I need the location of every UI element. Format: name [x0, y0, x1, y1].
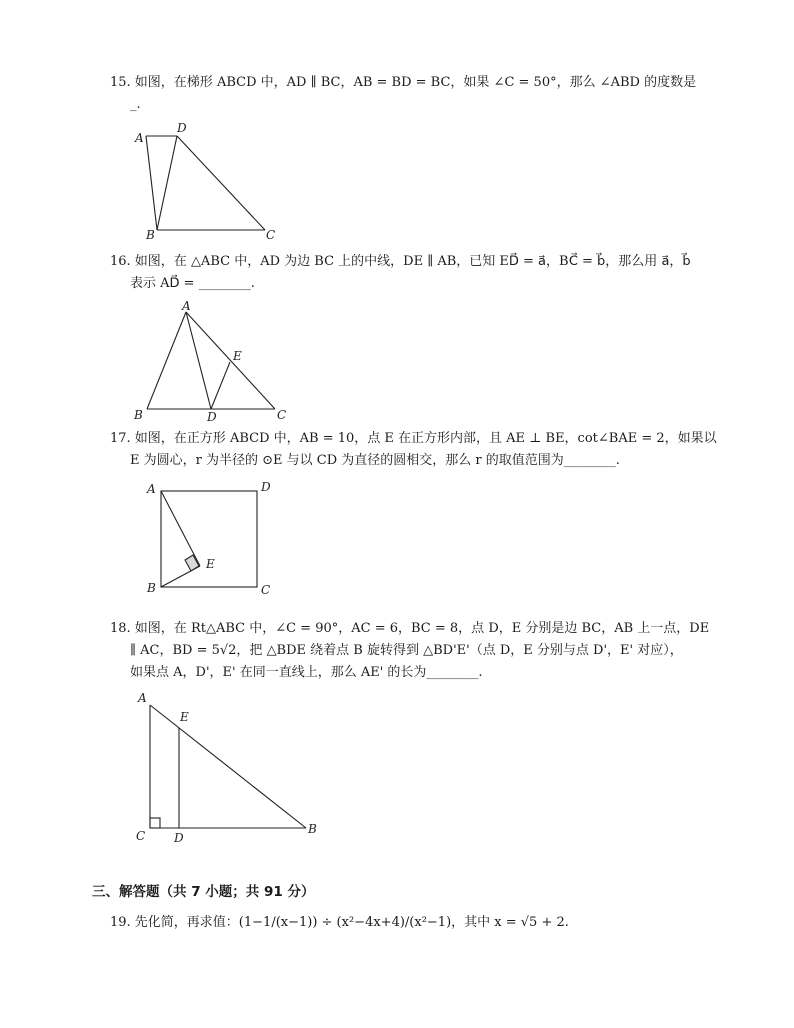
question-18-text-cont: ∥ AC，BD = 5√2，把 △BDE 绕着点 B 旋转得到 △BD'E'（点 D，E 分别与点 D'，E' 对应），: [130, 643, 683, 658]
question-19: [110, 912, 710, 934]
question-17: [110, 428, 717, 472]
right-angle-mark: [185, 555, 199, 571]
label-E: E: [180, 710, 189, 724]
question-18-text-cont-2: 如果点 A，D'，E' 在同一直线上，那么 AE' 的长为________.: [130, 665, 483, 680]
figure-16-triangle: [130, 298, 300, 424]
question-15-text: 15. 如图，在梯形 ABCD 中，AD ∥ BC，AB = BD = BC，如果 ∠C = 50°，那么 ∠ABD 的度数是: [110, 75, 697, 90]
square-ABCD: [161, 491, 257, 587]
question-18: [110, 618, 710, 684]
segment-DC: [177, 136, 265, 230]
label-D: D: [261, 480, 271, 494]
question-16-text-cont: 表示 AD⃗ = ________.: [130, 276, 255, 291]
question-18-text: 18. 如图，在 Rt△ABC 中，∠C = 90°，AC = 6，BC = 8，点 D，E 分别是边 BC，AB 上一点，DE: [110, 621, 710, 636]
segment-DE: [211, 362, 230, 409]
label-B: B: [134, 408, 143, 422]
segment-AB: [150, 705, 306, 828]
label-C: C: [266, 228, 276, 242]
label-D: D: [174, 831, 184, 845]
question-16-text: 16. 如图，在 △ABC 中，AD 为边 BC 上的中线，DE ∥ AB，已知 ED⃗ = a⃗，BC⃗ = b⃗，那么用 a⃗，b⃗: [110, 254, 691, 269]
segment-AD: [186, 312, 211, 409]
label-E: E: [233, 349, 242, 363]
segment-AC: [186, 312, 275, 409]
figure-17-square: [140, 478, 280, 600]
question-15: [110, 72, 710, 116]
figure-18-right-triangle: [130, 688, 330, 848]
figure-15-trapezoid: [130, 118, 290, 243]
label-D: D: [207, 410, 217, 424]
question-17-text-cont: E 为圆心，r 为半径的 ⊙E 与以 CD 为直径的圆相交，那么 r 的取值范围为________.: [130, 453, 620, 468]
label-E: E: [206, 557, 215, 571]
label-B: B: [308, 822, 317, 836]
label-C: C: [261, 583, 271, 597]
segment-AB: [146, 136, 157, 230]
label-B: B: [146, 228, 155, 242]
label-A: A: [182, 299, 191, 313]
segment-BD: [157, 136, 177, 230]
label-B: B: [147, 581, 156, 595]
question-19-text: 19. 先化简，再求值：(1−1/(x−1)) ÷ (x²−4x+4)/(x²−1)，其中 x = √5 + 2.: [110, 915, 569, 930]
label-D: D: [177, 121, 187, 135]
question-17-text: 17. 如图，在正方形 ABCD 中，AB = 10，点 E 在正方形内部，且 AE ⊥ BE，cot∠BAE = 2，如果以: [110, 431, 717, 446]
label-A: A: [147, 482, 156, 496]
question-15-text-cont: _.: [130, 97, 141, 112]
right-angle-mark: [150, 818, 160, 828]
label-A: A: [135, 131, 144, 145]
question-16: [110, 251, 710, 295]
label-A: A: [138, 691, 147, 705]
segment-AE: [161, 491, 200, 566]
section-heading: 三、解答题（共 7 小题；共 91 分）: [92, 884, 315, 900]
label-C: C: [136, 829, 146, 843]
label-C: C: [277, 408, 287, 422]
segment-AB: [147, 312, 186, 409]
